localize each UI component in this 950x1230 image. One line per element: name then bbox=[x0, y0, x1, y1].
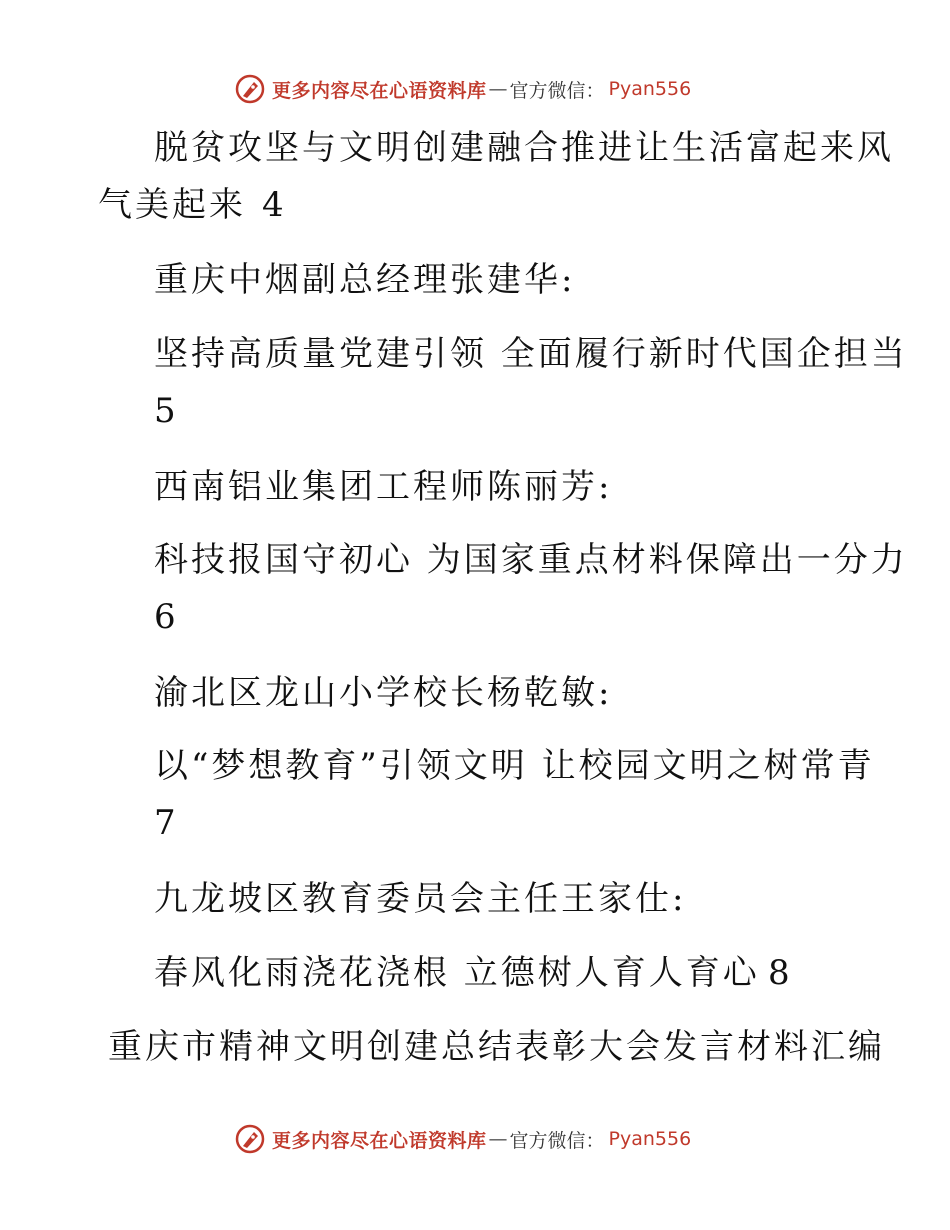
document-title: 重庆市精神文明创建总结表彰大会发言材料汇编 bbox=[108, 1027, 885, 1067]
banner-wechat-label: 官方微信： bbox=[509, 1129, 605, 1152]
pen-nib-logo-icon bbox=[234, 73, 266, 105]
toc-speaker: 渝北区龙山小学校长杨乾敏: bbox=[154, 673, 613, 713]
banner-wechat-id: Pyan556 bbox=[608, 78, 692, 100]
toc-title: 坚持高质量党建引领 全面履行新时代国企担当 bbox=[154, 334, 908, 374]
toc-page-number: 4 bbox=[262, 185, 284, 225]
banner-dash: — bbox=[488, 78, 508, 100]
toc-title: 科技报国守初心 为国家重点材料保障出一分力 bbox=[154, 540, 908, 580]
toc-page-number: 5 bbox=[154, 391, 176, 431]
header-banner bbox=[234, 73, 691, 105]
toc-title: 以“梦想教育”引领文明 让校园文明之树常青 bbox=[154, 746, 875, 786]
banner-dash: — bbox=[488, 1128, 508, 1150]
toc-page-number: 6 bbox=[154, 597, 176, 637]
toc-title-line-2 bbox=[98, 185, 246, 225]
toc-speaker: 九龙坡区教育委员会主任王家仕: bbox=[154, 879, 687, 919]
toc-speaker: 重庆中烟副总经理张建华: bbox=[154, 260, 576, 300]
banner-wechat-label: 官方微信： bbox=[509, 79, 605, 102]
pen-nib-logo-icon bbox=[234, 1123, 266, 1155]
banner-text: 更多内容尽在心语资料库 bbox=[272, 1129, 487, 1152]
banner-wechat-id: Pyan556 bbox=[608, 1128, 692, 1150]
toc-title-text: 气美起来 bbox=[98, 185, 246, 225]
toc-page-number: 8 bbox=[768, 953, 790, 993]
banner-text: 更多内容尽在心语资料库 bbox=[272, 79, 487, 102]
toc-title: 春风化雨浇花浇根 立德树人育人育心 bbox=[154, 953, 760, 993]
footer-banner bbox=[234, 1123, 691, 1155]
toc-speaker: 西南铝业集团工程师陈丽芳: bbox=[154, 467, 613, 507]
toc-page-number: 7 bbox=[154, 803, 176, 843]
toc-title-line-1: 脱贫攻坚与文明创建融合推进让生活富起来风 bbox=[154, 128, 894, 168]
